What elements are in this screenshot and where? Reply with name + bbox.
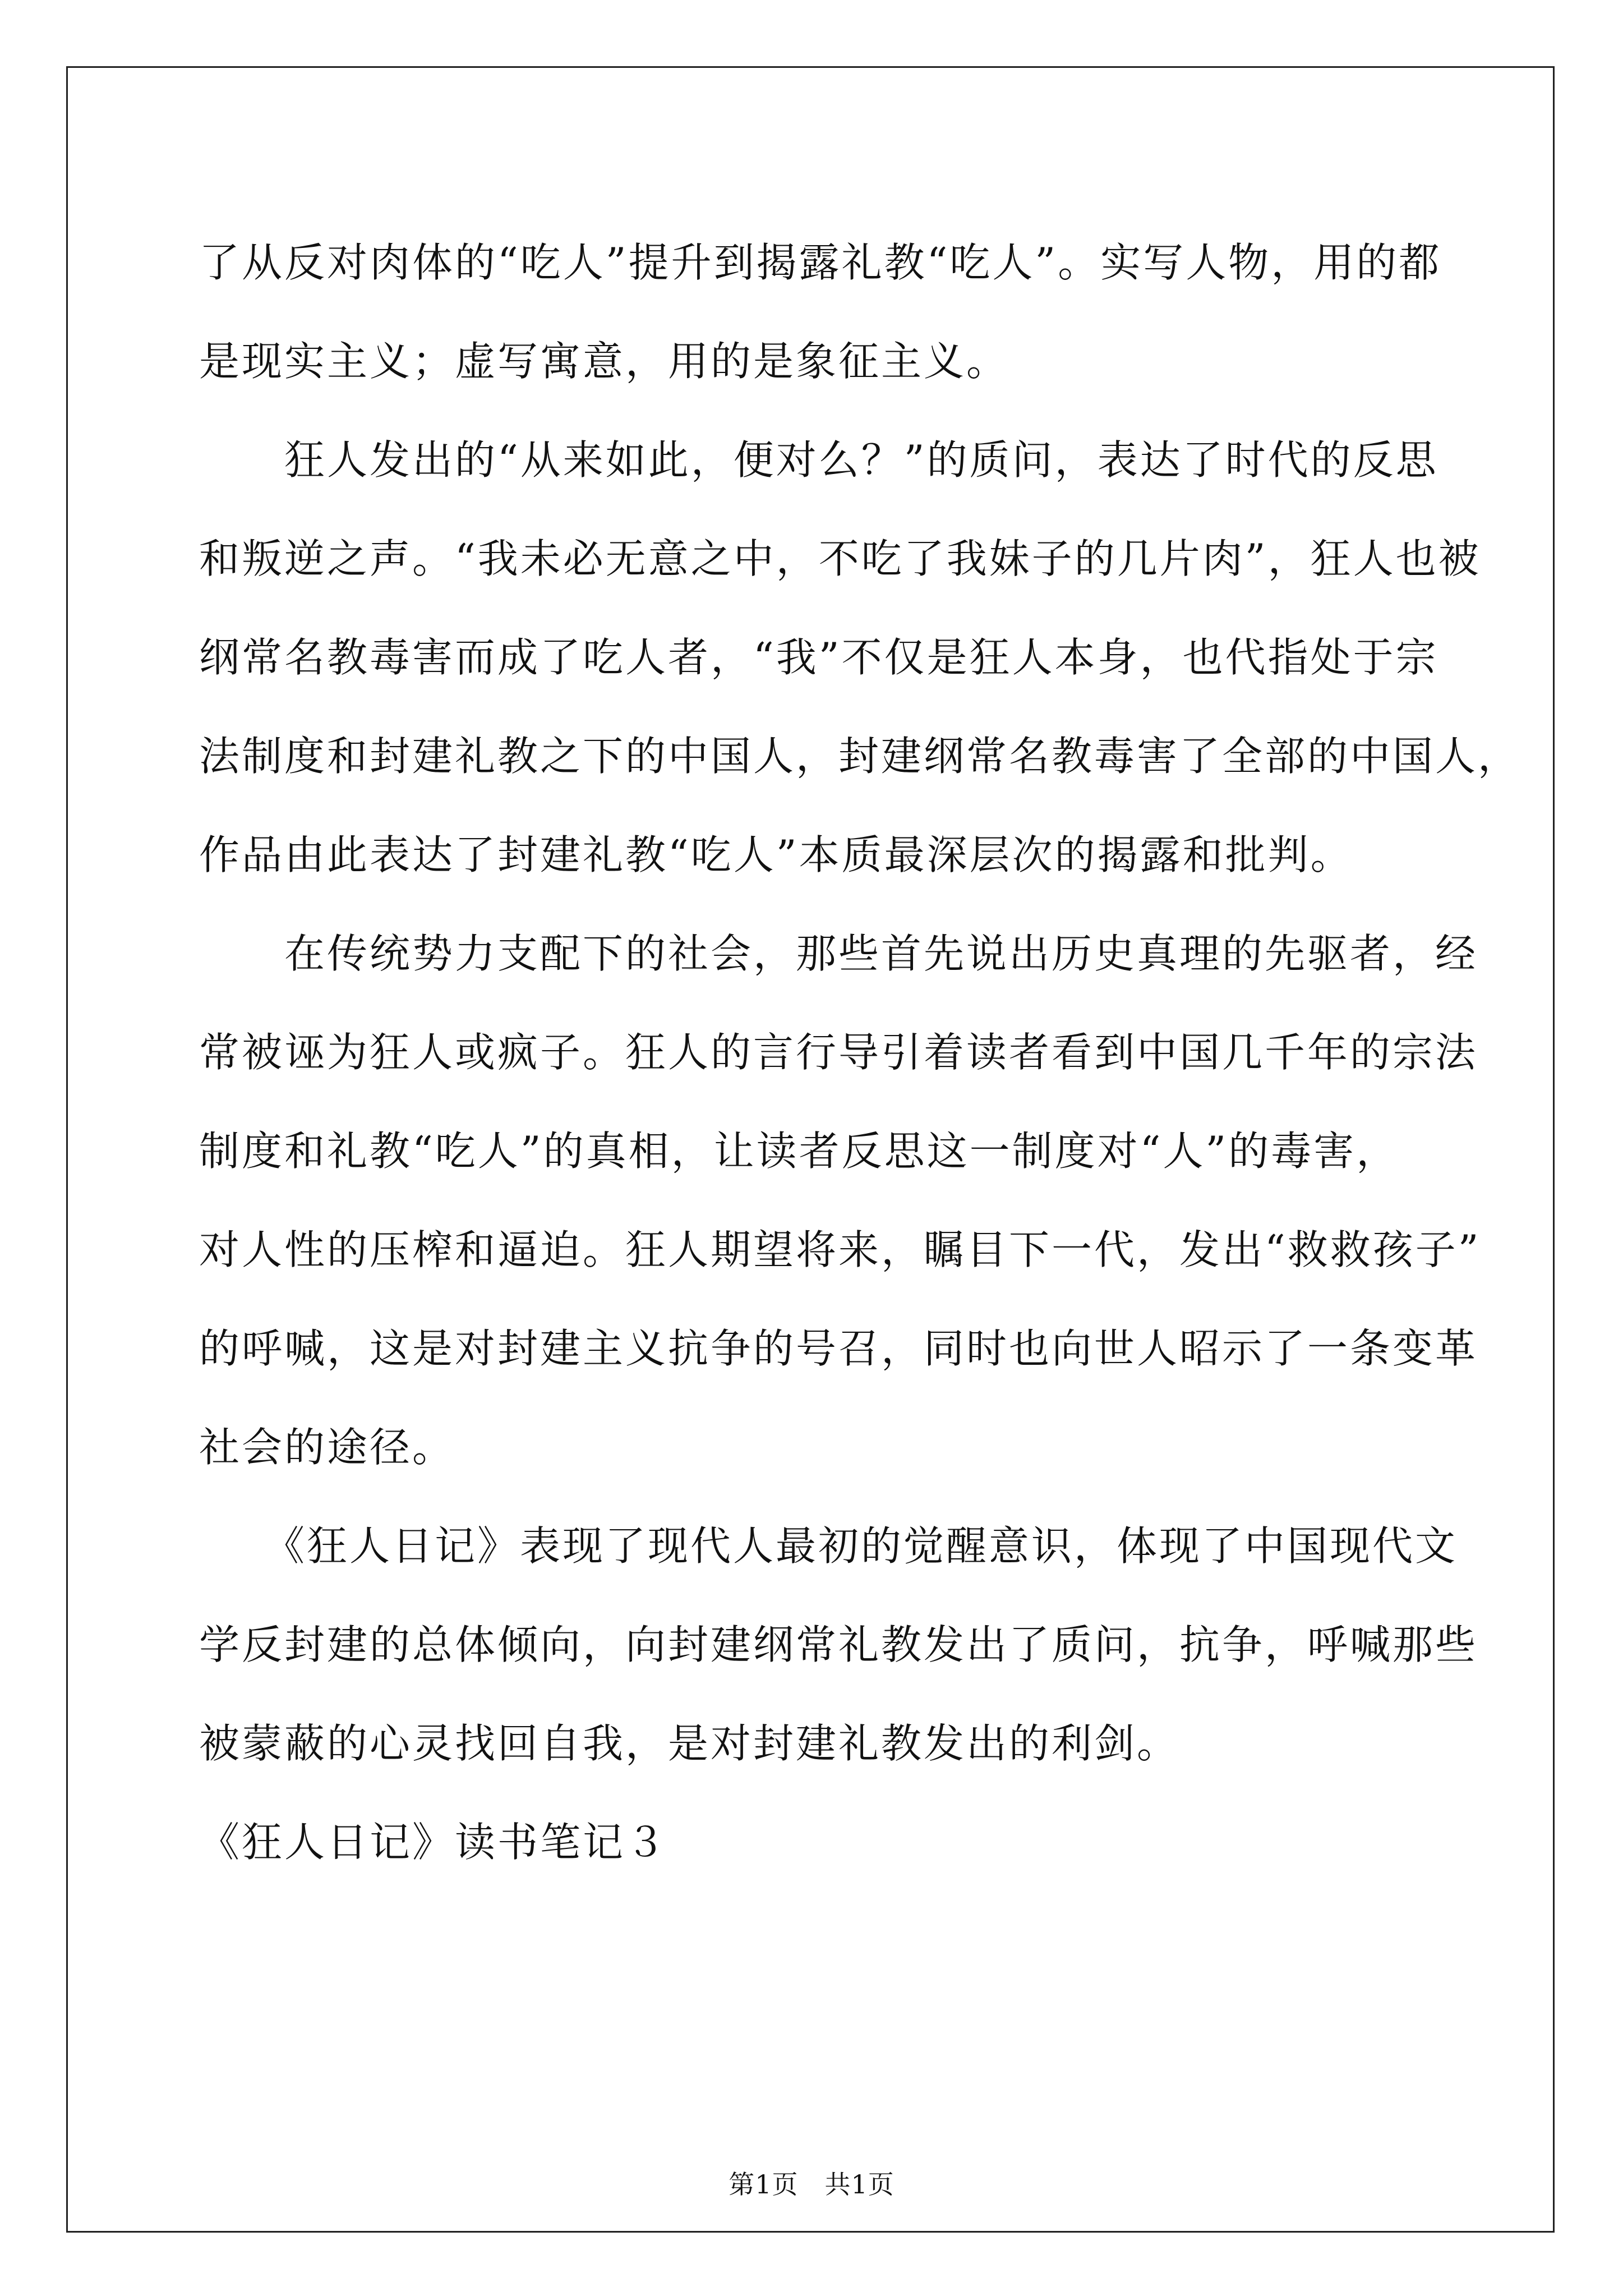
text-line: 在传统势力支配下的社会，那些首先说出历史真理的先驱者，经 [199, 930, 1478, 977]
text-line: 《狂人日记》表现了现代人最初的觉醒意识，体现了中国现代文 [199, 1522, 1458, 1570]
text-line: 的呼喊，这是对封建主义抗争的号召，同时也向世人昭示了一条变革 [199, 1325, 1478, 1372]
text-line: 社会的途径。 [199, 1424, 455, 1471]
text-line: 被蒙蔽的心灵找回自我，是对封建礼教发出的利剑。 [199, 1720, 1180, 1767]
text-line: 狂人发出的“从来如此，便对么？”的质问，表达了时代的反思 [199, 436, 1438, 484]
document-body [199, 213, 1521, 1892]
paragraph-1 [199, 213, 1442, 411]
text-line: 常被诬为狂人或疯子。狂人的言行导引着读者看到中国几千年的宗法 [199, 1029, 1478, 1076]
text-line: 是现实主义；虚写寓意，用的是象征主义。 [199, 338, 1009, 385]
text-line: 作品由此表达了封建礼教“吃人”本质最深层次的揭露和批判。 [199, 831, 1353, 878]
paragraph-2 [199, 411, 1521, 904]
text-line: 学反封建的总体倾向，向封建纲常礼教发出了质问，抗争，呼喊那些 [199, 1621, 1478, 1668]
text-line: 和叛逆之声。“我未必无意之中，不吃了我妹子的几片肉”，狂人也被 [199, 535, 1481, 582]
text-line: 纲常名教毒害而成了吃人者，“我”不仅是狂人本身，也代指处于宗 [199, 634, 1438, 681]
section-heading: 《狂人日记》读书笔记３ [199, 1819, 668, 1866]
text-line: 法制度和封建礼教之下的中国人，封建纲常名教毒害了全部的中国人， [199, 733, 1521, 780]
text-line: 对人性的压榨和逼迫。狂人期望将来，瞩目下一代，发出“救救孩子” [199, 1226, 1481, 1273]
paragraph-3 [199, 904, 1481, 1497]
text-line: 制度和礼教“吃人”的真相，让读者反思这一制度对“人”的毒害， [199, 1128, 1399, 1175]
page-footer: 第1页 共1页 [728, 2169, 895, 2200]
paragraph-4 [199, 1497, 1478, 1793]
text-line: 了从反对肉体的“吃人”提升到揭露礼教“吃人”。实写人物，用的都 [199, 239, 1442, 286]
